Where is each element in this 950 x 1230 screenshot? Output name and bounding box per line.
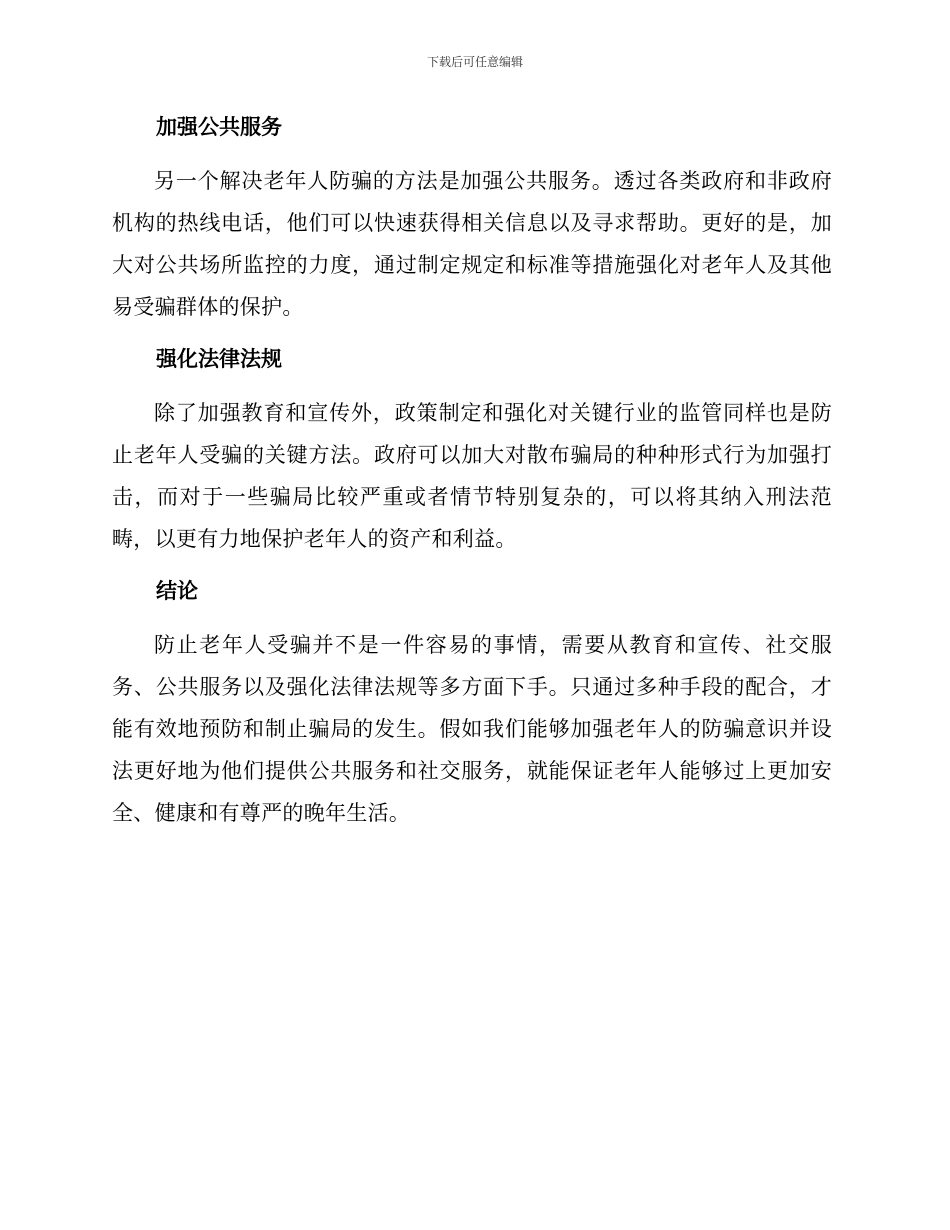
section-heading: 结论 xyxy=(156,579,198,603)
section-heading: 加强公共服务 xyxy=(156,115,282,139)
section-public-services xyxy=(112,106,832,328)
document-body xyxy=(112,106,832,844)
section-paragraph: 除了加强教育和宣传外，政策制定和强化对关键行业的监管同样也是防止老年人受骗的关键方法。政府可以加大对散布骗局的种种形式行为加强打击，而对于一些骗局比较严重或者情节特别复杂的，可以将其纳入刑法范畴，以更有力地保护老年人的资产和利益。 xyxy=(112,401,832,551)
section-conclusion xyxy=(112,570,832,834)
section-paragraph: 防止老年人受骗并不是一件容易的事情，需要从教育和宣传、社交服务、公共服务以及强化法律法规等多方面下手。只通过多种手段的配合，才能有效地预防和制止骗局的发生。假如我们能够加强老年人的防骗意识并设法更好地为他们提供公共服务和社交服务，就能保证老年人能够过上更加安全、健康和有尊严的晚年生活。 xyxy=(112,633,832,825)
section-heading: 强化法律法规 xyxy=(156,347,282,371)
page-header: 下载后可任意编辑 xyxy=(426,55,523,69)
section-laws-regulations xyxy=(112,338,832,560)
section-paragraph: 另一个解决老年人防骗的方法是加强公共服务。透过各类政府和非政府机构的热线电话，他们可以快速获得相关信息以及寻求帮助。更好的是，加大对公共场所监控的力度，通过制定规定和标准等措施强化对老年人及其他易受骗群体的保护。 xyxy=(112,169,832,319)
